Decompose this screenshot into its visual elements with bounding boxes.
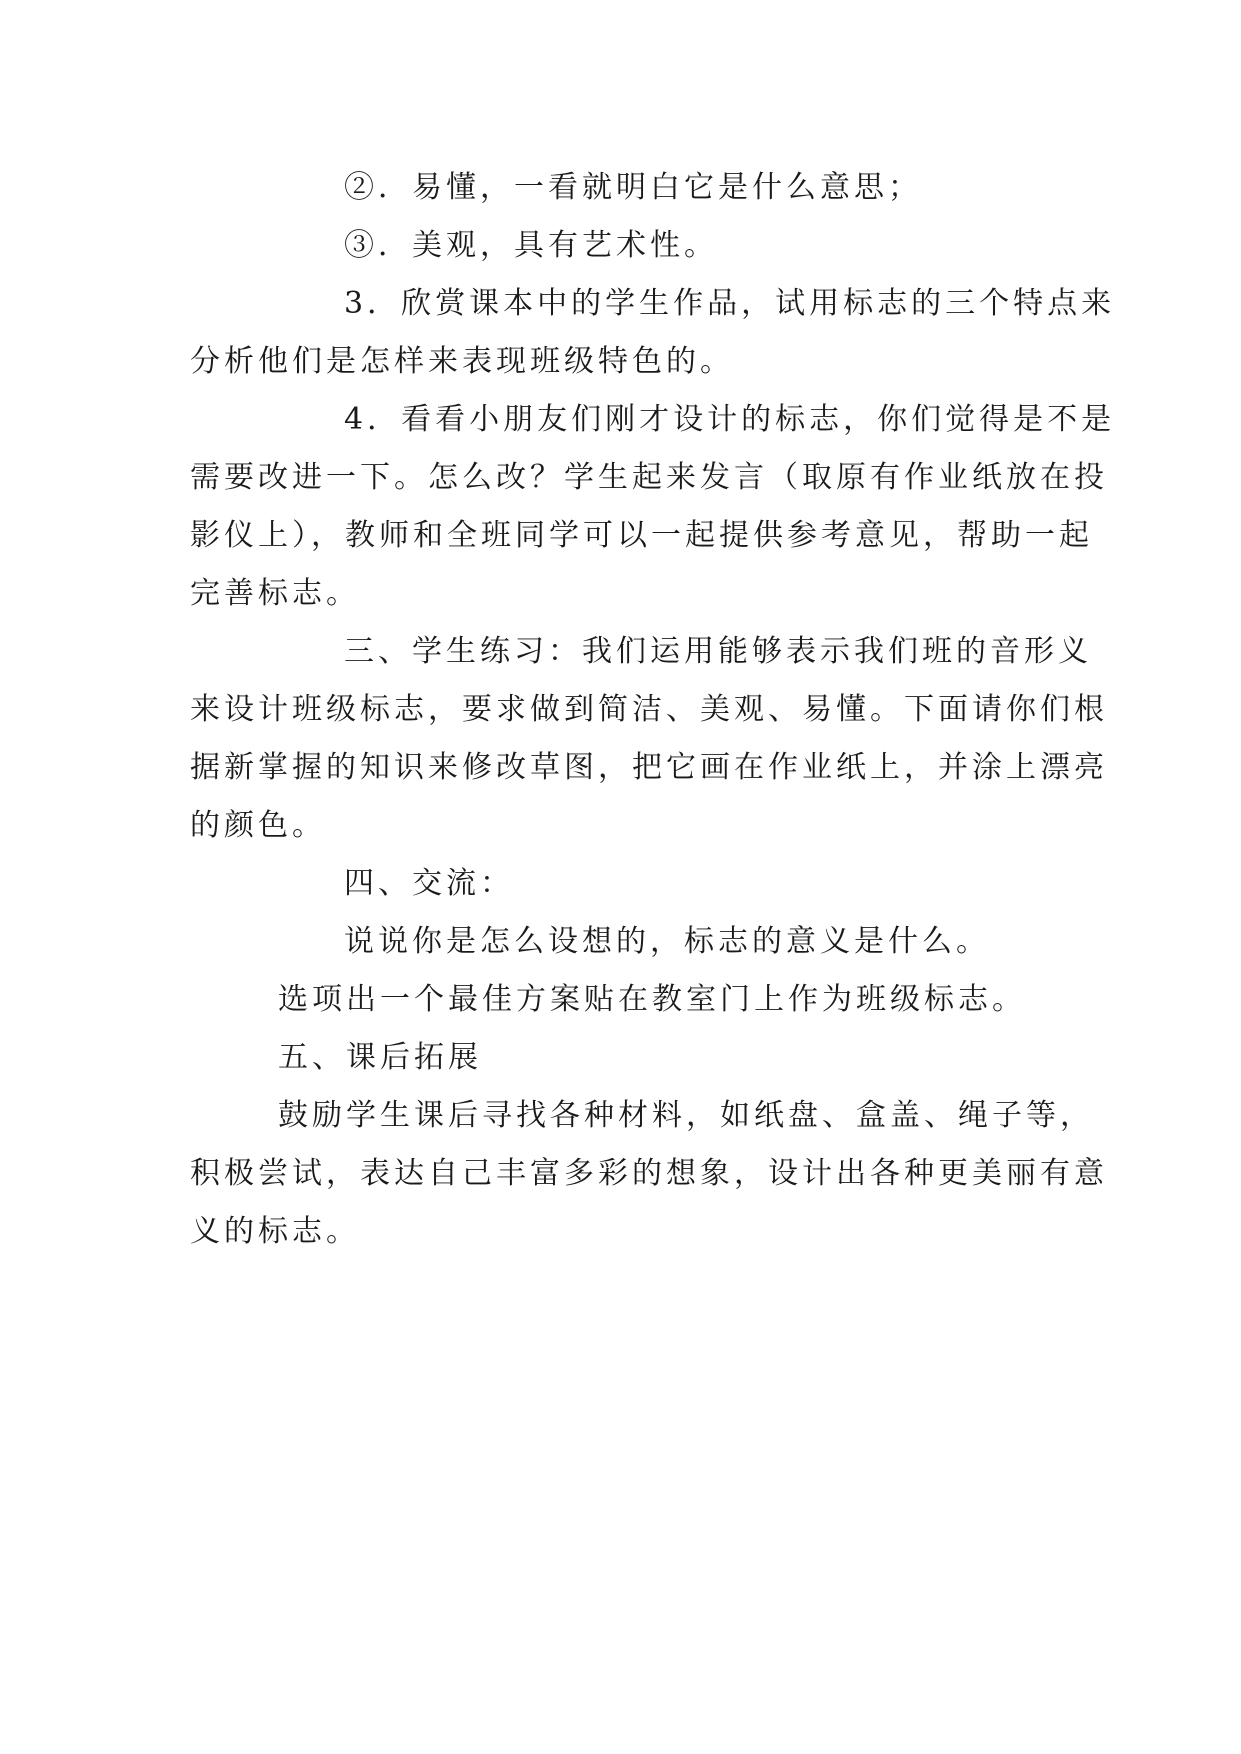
text-line: 4．看看小朋友们刚才设计的标志，你们觉得是不是 <box>344 402 1116 437</box>
text-line: 说说你是怎么设想的，标志的意义是什么。 <box>344 924 990 959</box>
text-line: 四、交流： <box>344 866 514 901</box>
text-line: 义的标志。 <box>190 1214 360 1249</box>
text-line: 五、课后拓展 <box>278 1040 482 1075</box>
text-line: 需要改进一下。怎么改？学生起来发言（取原有作业纸放在投 <box>190 460 1108 495</box>
text-line: 三、学生练习：我们运用能够表示我们班的音形义 <box>344 634 1092 669</box>
text-line: ③．美观，具有艺术性。 <box>344 228 718 263</box>
text-line: 鼓励学生课后寻找各种材料，如纸盘、盒盖、绳子等， <box>278 1098 1094 1133</box>
text-line: 分析他们是怎样来表现班级特色的。 <box>190 344 734 379</box>
text-line: ②．易懂，一看就明白它是什么意思； <box>344 170 922 205</box>
text-line: 3．欣赏课本中的学生作品，试用标志的三个特点来 <box>344 286 1116 321</box>
text-line: 的颜色。 <box>190 808 326 843</box>
text-line: 据新掌握的知识来修改草图，把它画在作业纸上，并涂上漂亮 <box>190 750 1108 785</box>
text-line: 来设计班级标志，要求做到简洁、美观、易懂。下面请你们根 <box>190 692 1108 727</box>
text-line: 完善标志。 <box>190 576 360 611</box>
text-line: 积极尝试，表达自己丰富多彩的想象，设计出各种更美丽有意 <box>190 1156 1108 1191</box>
text-line: 影仪上），教师和全班同学可以一起提供参考意见，帮助一起 <box>190 518 1093 553</box>
text-line: 选项出一个最佳方案贴在教室门上作为班级标志。 <box>278 982 1026 1017</box>
